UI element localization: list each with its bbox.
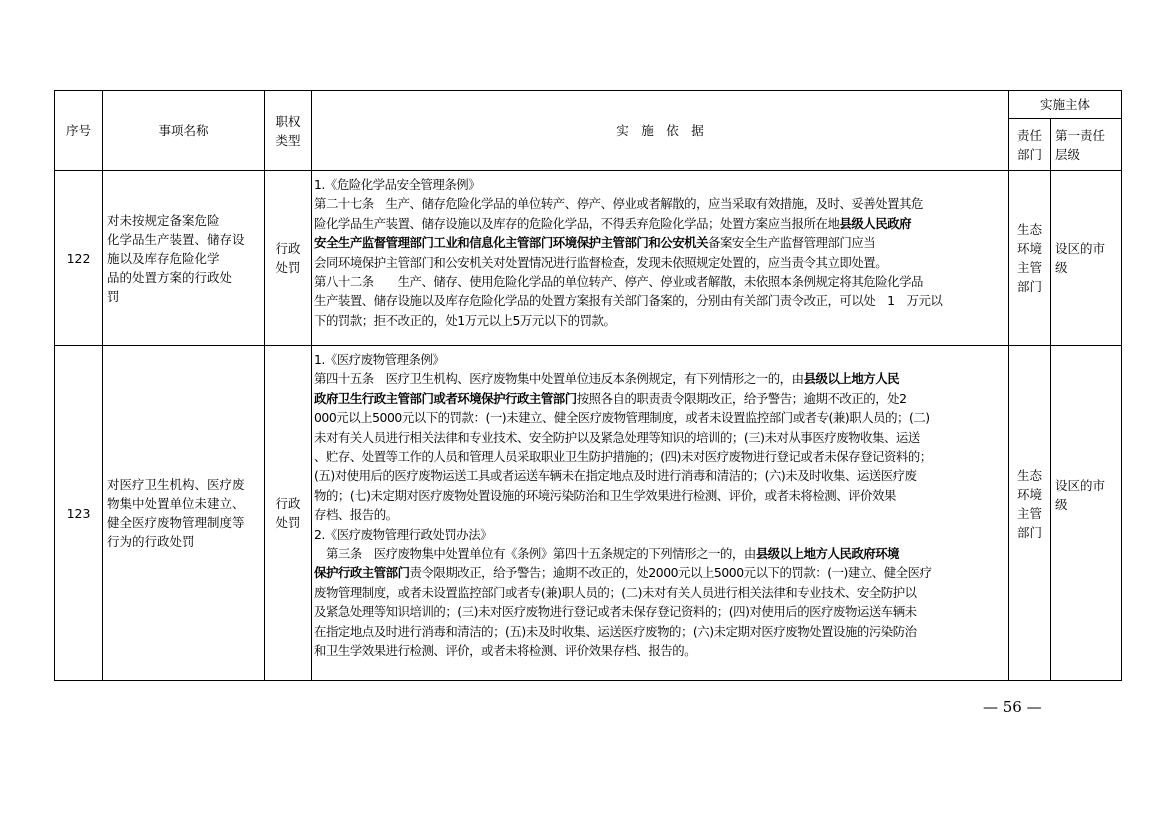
basis-text: 险化学品生产装置、储存设施以及库存的危险化学品，不得丢弃危险化学品；处置方案应当报所在地 [314, 215, 840, 231]
basis-text: 1.《医疗废物管理条例》 [314, 352, 445, 367]
header-level-line: 层级 [1055, 146, 1081, 162]
basis-text: 第四十五条 医疗卫生机构、医疗废物集中处置单位违反本条例规定，有下列情形之一的，由 [314, 371, 804, 387]
basis-line [314, 272, 1006, 291]
dept-line: 环境 [1016, 487, 1042, 502]
basis-line [314, 466, 1006, 485]
dept-line: 主管 [1016, 260, 1042, 275]
basis-line [314, 253, 1006, 272]
row-authority-type [265, 171, 312, 346]
basis-line [314, 602, 1006, 621]
basis-line [314, 350, 1006, 369]
header-type-line: 类型 [275, 132, 301, 148]
item-name-line: 品的处置方案的行政处 [107, 269, 233, 285]
item-name-line: 健全医疗废物管理制度等 [107, 515, 245, 530]
basis-text: 下的罚款；拒不改正的，处1万元以上5万元以下的罚款。 [314, 312, 616, 328]
level-line: 级 [1055, 260, 1068, 275]
basis-line [314, 622, 1006, 641]
table-row [55, 171, 1122, 346]
header-basis: 实 施 依 据 [312, 91, 1009, 171]
dept-line: 环境 [1016, 241, 1042, 256]
dept-line: 部门 [1016, 279, 1042, 294]
dept-line: 主管 [1016, 506, 1042, 521]
basis-line [314, 369, 1006, 388]
basis-line [314, 563, 1006, 582]
row-responsible-dept [1009, 346, 1051, 681]
authority-type-line: 行政 [275, 496, 301, 511]
header-level [1051, 119, 1122, 171]
basis-text: 和卫生学效果进行检测、评价，或者未将检测、评价效果存档、报告的。 [314, 643, 697, 659]
basis-text: 责令限期改正，给予警告；逾期不改正的，处2000元以上5000元以下的罚款：(一)建立、健全医疗 [409, 565, 932, 581]
basis-bold-text: 县级人民政府 [839, 215, 912, 231]
row-responsibility-level [1051, 346, 1122, 681]
page-number: — 56 — [983, 698, 1042, 716]
header-type-line: 职权 [275, 113, 301, 129]
basis-text: 会同环境保护主管部门和公安机关对处置情况进行监督检查，发现未依照规定处置的，应当责令其立即处置。 [314, 254, 888, 270]
basis-line [314, 641, 1006, 660]
level-line: 级 [1055, 497, 1068, 512]
basis-line [314, 525, 1006, 544]
basis-line [314, 428, 1006, 447]
authority-type-line: 处罚 [275, 515, 301, 530]
enforcement-table [54, 90, 1122, 681]
row-item-name [103, 346, 265, 681]
dept-line: 生态 [1016, 222, 1042, 237]
header-seq: 序号 [55, 91, 103, 171]
basis-bold-text: 政府卫生行政主管部门或者环境保护行政主管部门 [314, 390, 577, 406]
basis-line [314, 291, 1006, 310]
header-dept-line: 部门 [1016, 146, 1042, 162]
row-responsibility-level [1051, 171, 1122, 346]
item-name-line: 罚 [107, 288, 120, 304]
basis-line [314, 583, 1006, 602]
item-name-line: 对医疗卫生机构、医疗废 [107, 477, 245, 492]
basis-bold-text: 县级以上地方人民政府环境 [755, 546, 900, 562]
basis-line [314, 311, 1006, 330]
authority-type-line: 处罚 [275, 260, 301, 275]
basis-text: 第二十七条 生产、储存危险化学品的单位转产、停产、停业或者解散的，应当采取有效措施，及时、妥善处置其危 [314, 196, 923, 212]
row-item-name [103, 171, 265, 346]
basis-line [314, 175, 1006, 194]
basis-text: 生产装置、储存设施以及库存危险化学品的处置方案报有关部门备案的，分别由有关部门责令改正，可以处 1 万元以 [314, 293, 943, 309]
basis-text: 第八十二条 生产、储存、使用危险化学品的单位转产、停产、停业或者解散，未依照本条例规定将其危险化学品 [314, 274, 923, 290]
basis-line [314, 194, 1006, 213]
basis-text: 备案安全生产监督管理部门应当 [708, 235, 876, 251]
basis-text: 第三条 医疗废物集中处置单位有《条例》第四十五条规定的下列情形之一的，由 [314, 546, 756, 562]
header-impl: 实施主体 [1009, 91, 1122, 119]
basis-bold-text: 保护行政主管部门 [314, 565, 410, 581]
row-authority-type [265, 346, 312, 681]
header-dept-line: 责任 [1016, 127, 1042, 143]
basis-line [314, 486, 1006, 505]
basis-bold-text: 县级以上地方人民 [803, 371, 900, 387]
basis-bold-text: 安全生产监督管理部门工业和信息化主管部门环境保护主管部门和公安机关 [314, 235, 709, 251]
dept-line: 部门 [1016, 525, 1042, 540]
basis-line [314, 214, 1006, 233]
header-name: 事项名称 [103, 91, 265, 171]
basis-line [314, 544, 1006, 563]
row-seq: 123 [55, 346, 103, 681]
level-line: 设区的市 [1055, 478, 1106, 493]
basis-text: (五)对使用后的医疗废物运送工具或者运送车辆未在指定地点及时进行消毒和清洁的；(六)未及时收集、运送医疗废 [314, 468, 917, 484]
item-name-line: 行为的行政处罚 [107, 534, 195, 549]
table-row [55, 346, 1122, 681]
basis-text: 废物管理制度，或者未设置监控部门或者专(兼)职人员的；(二)未对有关人员进行相关法律和专业技术、安全防护以 [314, 584, 917, 600]
header-dept [1009, 119, 1051, 171]
item-name-line: 施以及库存危险化学 [107, 250, 220, 266]
item-name-line: 物集中处置单位未建立、 [107, 496, 245, 511]
level-line: 设区的市 [1055, 241, 1106, 256]
basis-text: 未对有关人员进行相关法律和专业技术、安全防护以及紧急处理等知识的培训的；(三)未对从事医疗废物收集、运送 [314, 429, 920, 445]
header-level-line: 第一责任 [1055, 127, 1106, 143]
row-seq: 122 [55, 171, 103, 346]
row-responsible-dept [1009, 171, 1051, 346]
basis-text: 1.《危险化学品安全管理条例》 [314, 177, 481, 192]
basis-text: 存档、报告的。 [314, 507, 398, 523]
basis-text: 及紧急处理等知识培训的；(三)未对医疗废物进行登记或者未保存登记资料的；(四)对使用后的医疗废物运送车辆未 [314, 604, 917, 620]
item-name-line: 化学品生产装置、储存设 [107, 231, 245, 247]
basis-text: 000元以上5000元以下的罚款：(一)未建立、健全医疗废物管理制度，或者未设置监控部门或者专(兼)职人员的；(二) [314, 410, 930, 426]
basis-text: 、贮存、处置等工作的人员和管理人员采取职业卫生防护措施的；(四)未对医疗废物进行登记或者未保存登记资料的； [314, 449, 932, 465]
basis-line [314, 447, 1006, 466]
dept-line: 生态 [1016, 468, 1042, 483]
row-basis [312, 346, 1009, 681]
header-type [265, 91, 312, 171]
basis-text: 物的；(七)未定期对医疗废物处置设施的环境污染防治和卫生学效果进行检测、评价，或者未将检测、评价效果 [314, 487, 896, 503]
basis-text: 2.《医疗废物管理行政处罚办法》 [314, 526, 493, 542]
basis-line [314, 389, 1006, 408]
item-name-line: 对未按规定备案危险 [107, 212, 220, 228]
basis-text: 在指定地点及时进行消毒和清洁的；(五)未及时收集、运送医疗废物的；(六)未定期对医疗废物处置设施的污染防治 [314, 623, 917, 639]
basis-text: 按照各自的职责责令限期改正，给予警告；逾期不改正的，处2 [576, 390, 907, 406]
basis-line [314, 408, 1006, 427]
basis-line [314, 233, 1006, 252]
authority-type-line: 行政 [275, 241, 301, 256]
basis-line [314, 505, 1006, 524]
row-basis [312, 171, 1009, 346]
